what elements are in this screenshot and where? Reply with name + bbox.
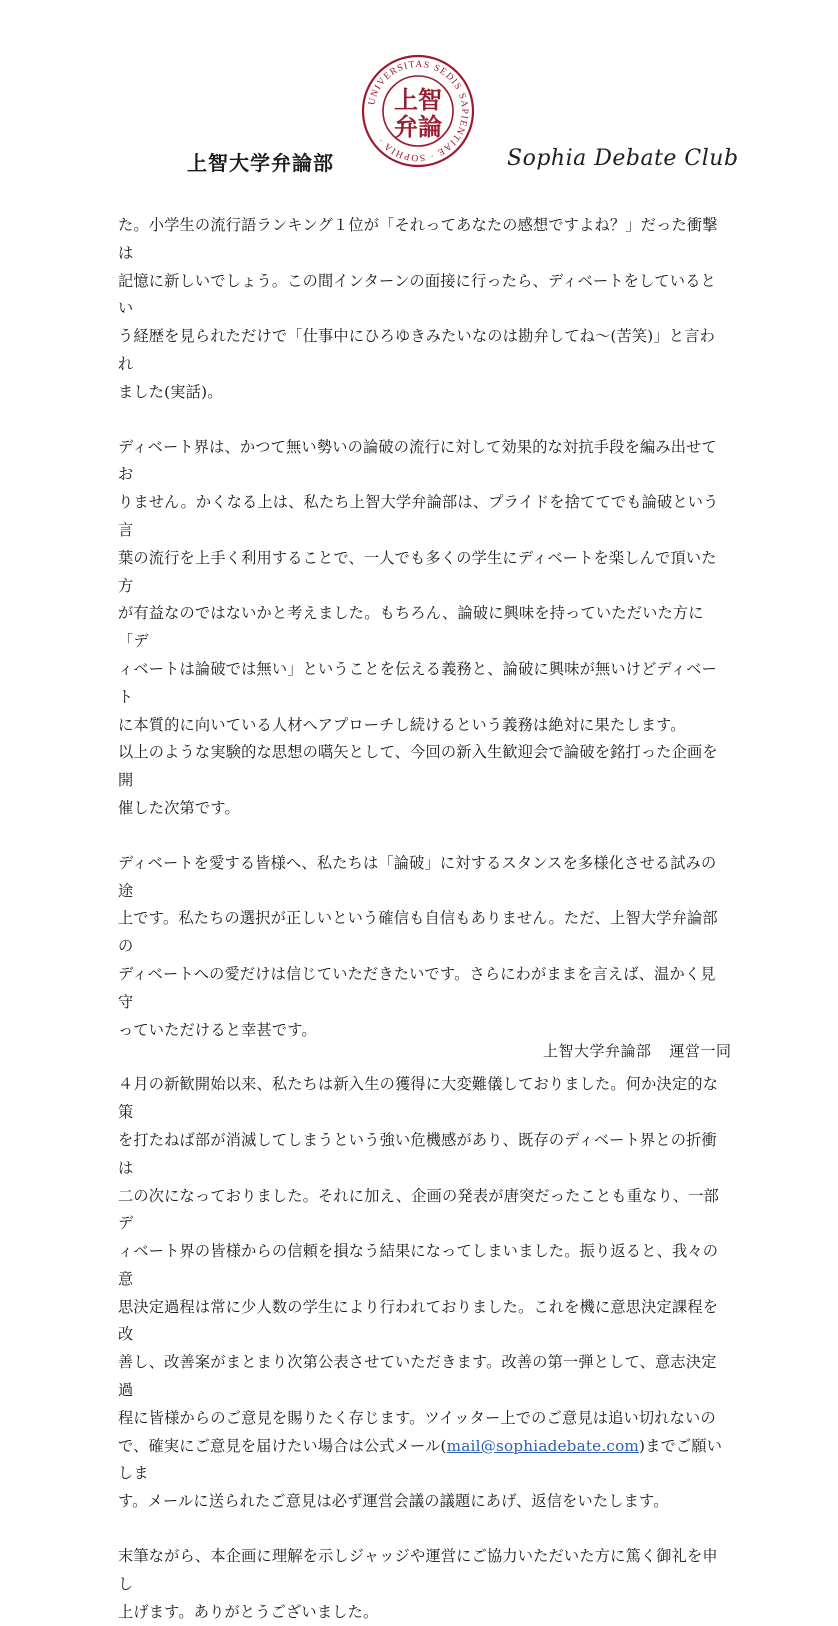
seal-ring-text: UNIVERSITAS SEDIS SAPIENTIAE · SOPHIA · (366, 58, 471, 164)
club-name-english: Sophia Debate Club (507, 146, 739, 171)
text-line: ィベート界の皆様からの信頼を損なう結果になってしまいました。振り返ると、我々の意 (118, 1242, 719, 1288)
text-line: りません。かくなる上は、私たち上智大学弁論部は、プライドを捨ててでも論破という言 (118, 493, 719, 539)
text-line: 程に皆様からのご意見を賜りたく存じます。ツイッター上でのご意見は追い切れないの (118, 1408, 716, 1427)
signature-org: 上智大学弁論部 (543, 1042, 652, 1060)
text-line: ディベートを愛する皆様へ、私たちは「論破」に対するスタンスを多様化させる試みの途 (118, 853, 717, 900)
text-line: を打たねば部が消滅してしまうという強い危機感があり、既存のディベート界との折衝は (118, 1130, 717, 1177)
official-email-link[interactable]: mail@sophiadebate.com (446, 1436, 640, 1455)
text-line: ４月の新歓開始以来、私たちは新入生の獲得に大変難儀しておりました。何か決定的な策 (118, 1075, 719, 1122)
text-line: に本質的に向いている人材へアプローチし続けるという義務は絶対に果たします。 (118, 715, 686, 734)
text-line: 以上のような実験的な思想の嚆矢として、今回の新入生歓迎会で論破を銘打った企画を開 (118, 743, 718, 790)
signature (543, 1040, 732, 1061)
paragraph-1 (118, 212, 724, 407)
paragraph-5 (118, 1543, 724, 1626)
text-line: す。メールに送られたご意見は必ず運営会議の議題にあげ、返信をいたします。 (118, 1492, 669, 1511)
text-line: ディベートへの愛だけは信じていただきたいです。さらにわがままを言えば、温かく見守 (118, 964, 716, 1011)
text-line-with-email (118, 1433, 724, 1489)
text-line: ディベート界は、かつて無い勢いの論破の流行に対して効果的な対抗手段を編み出せてお (118, 437, 717, 484)
text-line: 葉の流行を上手く利用することで、一人でも多くの学生にディベートを楽しんで頂いた方 (118, 548, 717, 595)
text-line: 二の次になっておりました。それに加え、企画の発表が唐突だったことも重なり、一部デ (118, 1186, 720, 1233)
seal-center-line-2: 弁論 (394, 112, 442, 141)
text-line: ました(実話)。 (118, 382, 223, 401)
letter-body (118, 212, 724, 1626)
email-line-after: )までご願いしま (118, 1436, 723, 1483)
paragraph-3 (118, 850, 724, 1045)
email-line-before: で、確実にご意見を届けたい場合は公式メール( (118, 1436, 447, 1455)
text-line: 善し、改善案がまとまり次第公表させていただきます。改善の第一弾として、意志決定過 (118, 1353, 717, 1400)
text-line: た。小学生の流行語ランキング１位が「それってあなたの感想ですよね？」だった衝撃は (118, 216, 718, 262)
text-line: 思決定過程は常に少人数の学生により行われておりました。これを機に意思決定課程を改 (118, 1297, 719, 1344)
university-seal-logo (360, 53, 476, 169)
text-line: 上です。私たちの選択が正しいという確信も自信もありません。ただ、上智大学弁論部の (118, 909, 718, 956)
text-line: 上げます。ありがとうございました。 (118, 1602, 379, 1621)
text-line: う経歴を見られただけで「仕事中にひろゆきみたいなのは勘弁してね〜(苦笑)」と言われ (118, 327, 715, 373)
seal-center-line-1: 上智 (394, 85, 442, 114)
club-name-japanese: 上智大学弁論部 (187, 151, 334, 175)
text-line: が有益なのではないかと考えました。もちろん、論破に興味を持っていただいた方に「デ (118, 604, 704, 651)
paragraph-2 (118, 434, 724, 823)
text-line: 記憶に新しいでしょう。この間インターンの面接に行ったら、ディベートをしているとい (118, 271, 716, 318)
paragraph-4 (118, 1071, 724, 1516)
text-line: 催した次第です。 (118, 798, 240, 817)
text-line: 末筆ながら、本企画に理解を示しジャッジや運営にご協力いただいた方に篤く御礼を申し (118, 1547, 718, 1593)
text-line: ィベートは論破では無い」ということを伝える義務と、論破に興味が無いけどディベート (118, 659, 717, 706)
signature-group: 運営一同 (669, 1042, 732, 1060)
text-line: っていただけると幸甚です。 (118, 1020, 317, 1039)
